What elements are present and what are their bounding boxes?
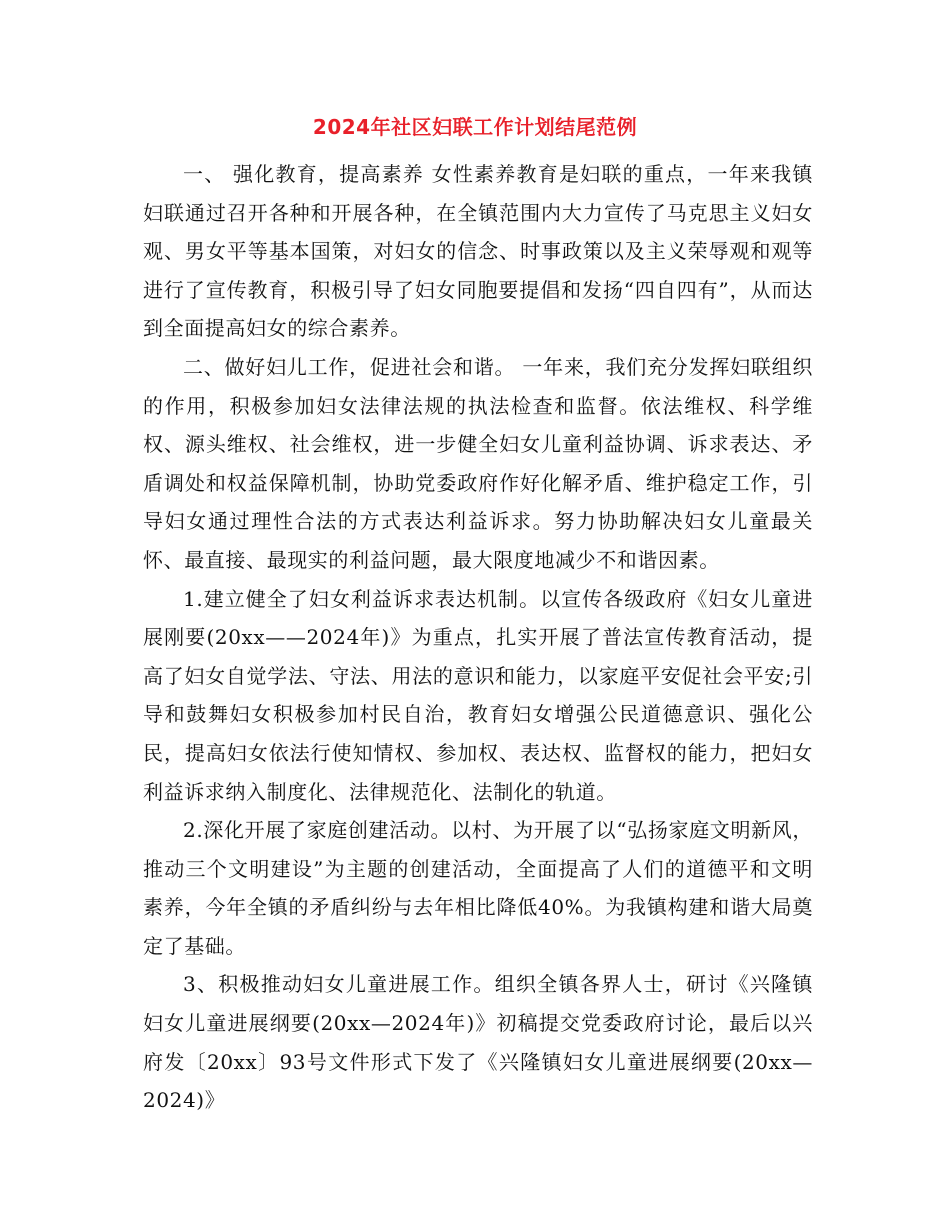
paragraph-women-children-work: 二、做好妇儿工作，促进社会和谐。 一年来，我们充分发挥妇联组织的作用，积极参加妇女法律法规的执法检查和监督。依法维权、科学维权、源头维权、社会维权，进一步健全妇女儿童利益协调、诉求表达、矛盾调处和权益保障机制，协助党委政府作好化解矛盾、维护稳定工作，引导妇女通过理性合法的方式表达利益诉求。努力协助解决妇女儿童最关怀、最直接、最现实的利益问题，最大限度地减少不和谐因素。 bbox=[143, 354, 813, 572]
paragraph-appeal-mechanism: 1.建立健全了妇女利益诉求表达机制。以宣传各级政府《妇女儿童进展刚要(20xx——2024年)》为重点，扎实开展了普法宣传教育活动，提高了妇女自觉学法、守法、用法的意识和能力，以家庭平安促社会平安;引导和鼓舞妇女积极参加村民自治，教育妇女增强公民道德意识、强化公民，提高妇女依法行使知情权、参加权、表达权、监督权的能力，把妇女利益诉求纳入制度化、法律规范化、法制化的轨道。 bbox=[143, 586, 813, 804]
paragraph-development-program: 3、积极推动妇女儿童进展工作。组织全镇各界人士，研讨《兴隆镇妇女儿童进展纲要(20xx—2024年)》初稿提交党委政府讨论，最后以兴府发〔20xx〕93号文件形式下发了《兴隆镇妇女儿童进展纲要(20xx—2024)》 bbox=[143, 972, 813, 1113]
document-body bbox=[143, 155, 813, 1120]
paragraph-education: 一、 强化教育，提高素养 女性素养教育是妇联的重点，一年来我镇妇联通过召开各种和开展各种，在全镇范围内大力宣传了马克思主义妇女观、男女平等基本国策，对妇女的信念、时事政策以及主义荣辱观和观等进行了宣传教育，积极引导了妇女同胞要提倡和发扬“四自四有”，从而达到全面提高妇女的综合素养。 bbox=[143, 162, 813, 341]
paragraph-family-campaign: 2.深化开展了家庭创建活动。以村、为开展了以“弘扬家庭文明新风，推动三个文明建设”为主题的创建活动，全面提高了人们的道德平和文明素养，今年全镇的矛盾纠纷与去年相比降低40%。为我镇构建和谐大局奠定了基础。 bbox=[143, 818, 813, 958]
document-title: 2024年社区妇联工作计划结尾范例 bbox=[312, 115, 638, 139]
